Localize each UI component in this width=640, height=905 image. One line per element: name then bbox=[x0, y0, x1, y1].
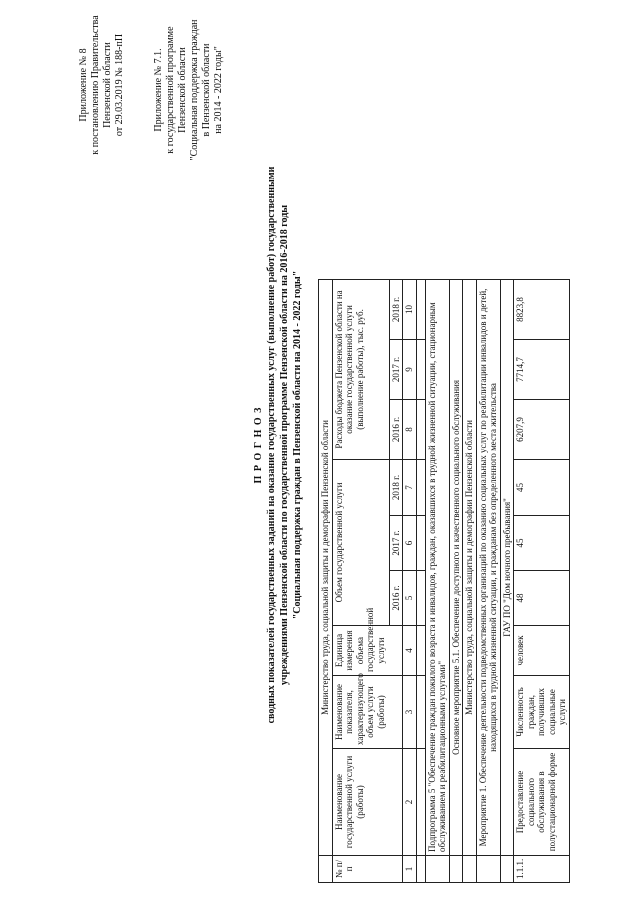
row-volume-2018: 45 bbox=[514, 460, 570, 516]
col-number-8: 8 bbox=[403, 400, 417, 460]
row-volume-2016: 48 bbox=[514, 571, 570, 626]
appendix-top-line1: Приложение № 8 bbox=[78, 48, 89, 122]
col-number-2: 2 bbox=[403, 749, 417, 856]
row-volume-2017: 45 bbox=[514, 516, 570, 571]
header-service-name: Наименование государственной услуги (работы) bbox=[332, 749, 403, 856]
col-number-5: 5 bbox=[403, 571, 417, 626]
event-cell: Мероприятие 1. Обеспечение деятельности подведомственных организаций по оказанию социальных услуг по реабилитации инвалидов и детей, находящихся в трудной жизненной ситуации, и гражданам без определенного места жительства bbox=[476, 279, 500, 855]
table-header-row bbox=[332, 2, 389, 882]
title-line1: сводных показателей государственных заданий на оказание государственных услуг (выполнение работ) государственными bbox=[266, 166, 277, 724]
appendix-sub-line3: Пензенской области bbox=[177, 47, 188, 133]
table-row-subprogram bbox=[425, 2, 449, 882]
col-number-1: 1 bbox=[403, 856, 417, 883]
header-unit: Единица измерения объема государственной услуги bbox=[332, 626, 403, 676]
row-expense-2016: 6207,9 bbox=[514, 400, 570, 460]
table-gap-row bbox=[416, 2, 425, 882]
row-expense-2017: 7714,7 bbox=[514, 340, 570, 400]
appendix-sub-line5: в Пензенской области bbox=[201, 43, 212, 137]
row-expense-2018: 8823,8 bbox=[514, 279, 570, 339]
header-volume-2018: 2018 г. bbox=[389, 460, 403, 516]
table-row-ministry2 bbox=[463, 2, 477, 882]
col-number-3: 3 bbox=[403, 676, 417, 749]
row-indicator: Численность граждан, получивших социальные услуги bbox=[514, 676, 570, 749]
header-num: № п/п bbox=[332, 856, 403, 883]
table-row-main-event bbox=[449, 2, 463, 882]
title-block bbox=[252, 5, 304, 885]
ministry2-cell: Министерство труда, социальной защиты и демографии Пензенской области bbox=[463, 279, 477, 855]
header-expense-group: Расходы бюджета Пензенской области на оказание государственной услуги (выполнение работы), тыс. руб. bbox=[332, 279, 389, 459]
row-num: 1.1.1. bbox=[514, 856, 570, 883]
appendix-sub-line6: на 2014 - 2022 годы" bbox=[213, 46, 224, 134]
subprogram-cell: Подпрограмма 5 "Обеспечение граждан пожилого возраста и инвалидов, граждан, оказавшихся в трудной жизненной ситуации, стационарным обслуживанием и реабилитационными услугами" bbox=[425, 279, 449, 855]
header-expense-2016: 2016 г. bbox=[389, 400, 403, 460]
appendix-sub-line2: к государственной программе bbox=[165, 26, 176, 154]
header-volume-2017: 2017 г. bbox=[389, 516, 403, 571]
row-unit: человек bbox=[514, 626, 570, 676]
col-number-6: 6 bbox=[403, 516, 417, 571]
institution-cell: ГАУ ПО "Дом ночного пребывания" bbox=[500, 279, 514, 855]
appendix-top bbox=[78, 10, 126, 160]
appendix-top-line2: к постановлению Правительства bbox=[90, 15, 101, 155]
title-line2: учреждениями Пензенской области по государственной программе Пензенской области на 2016-2018 годы bbox=[279, 204, 290, 686]
table-row bbox=[514, 2, 570, 882]
table-column-numbers-row bbox=[403, 2, 417, 882]
appendix-sub-line1: Приложение № 7.1. bbox=[153, 48, 164, 132]
appendix-sub bbox=[153, 5, 225, 175]
header-indicator: Наименование показателя, характеризующего объем услуги (работы) bbox=[332, 676, 403, 749]
forecast-table bbox=[318, 2, 570, 883]
title-heading: П Р О Г Н О З bbox=[253, 406, 264, 484]
main-event-cell: Основное мероприятие 5.1. Обеспечение доступного и качественного социального обслуживания bbox=[449, 279, 463, 855]
header-expense-2018: 2018 г. bbox=[389, 279, 403, 339]
col-number-7: 7 bbox=[403, 460, 417, 516]
appendix-top-line4: от 29.03.2019 № 188-пП bbox=[114, 33, 125, 137]
row-service: Предоставление социального обслуживания в полустационарной форме bbox=[514, 749, 570, 856]
col-number-10: 10 bbox=[403, 279, 417, 339]
table-row-event bbox=[476, 2, 500, 882]
header-volume-2016: 2016 г. bbox=[389, 571, 403, 626]
title-line3: "Социальная поддержка граждан в Пензенской области на 2014 - 2022 годы" bbox=[292, 270, 303, 620]
col-number-4: 4 bbox=[403, 626, 417, 676]
col-number-9: 9 bbox=[403, 340, 417, 400]
table-row-institution bbox=[500, 2, 514, 882]
appendix-sub-line4: "Социальная поддержка граждан bbox=[189, 19, 200, 161]
header-expense-2017: 2017 г. bbox=[389, 340, 403, 400]
appendix-top-line3: Пензенской области bbox=[102, 42, 113, 128]
table-row-ministry bbox=[319, 2, 333, 882]
ministry-cell: Министерство труда, социальной защиты и демографии Пензенской области bbox=[319, 279, 333, 855]
header-volume-group: Объем государственной услуги bbox=[332, 460, 389, 626]
